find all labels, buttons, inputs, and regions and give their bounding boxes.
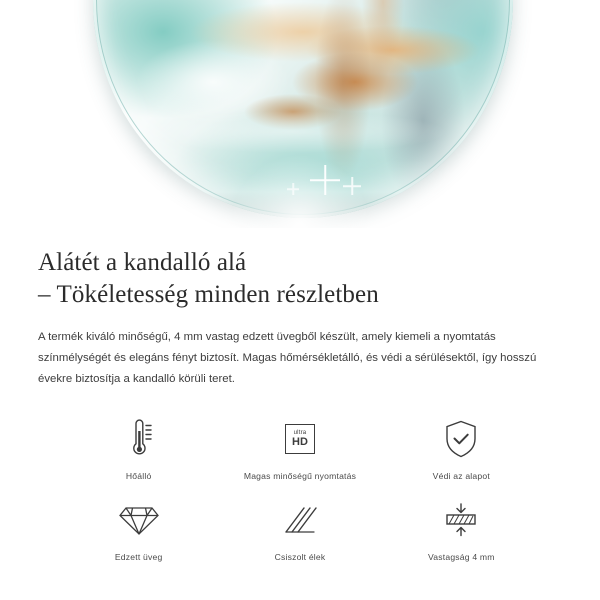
feature-item: [58, 497, 219, 562]
feature-label: Magas minőségű nyomtatás: [243, 471, 357, 482]
feature-item: [381, 497, 542, 562]
feature-item: [219, 416, 380, 481]
round-glass-mat-image: [93, 0, 513, 218]
hero-image: [0, 0, 600, 228]
feature-item: [381, 416, 542, 481]
feature-label: Csiszolt élek: [274, 552, 326, 563]
ultra-text: ultra: [293, 430, 307, 437]
polished-edge-icon: [280, 497, 320, 543]
ultra-hd-badge-icon: [285, 416, 315, 462]
feature-label: Hőálló: [125, 471, 152, 482]
feature-grid: [38, 416, 562, 562]
thermometer-icon: [119, 416, 159, 462]
feature-label: Vastagság 4 mm: [427, 552, 495, 563]
headline-line-2: – Tökéletesség minden részletben: [38, 281, 379, 308]
hd-text: HD: [292, 436, 308, 449]
feature-item: [219, 497, 380, 562]
thickness-arrows-icon: [439, 497, 483, 543]
diamond-icon: [119, 497, 159, 543]
headline-line-1: Alátét a kandalló alá: [38, 249, 247, 276]
body-paragraph: A termék kiváló minőségű, 4 mm vastag edzett üvegből készült, amely kiemeli a nyomtatás színmélységét és elegáns fényt biztosít. Magas hőmérsékletálló, és védi a sérülésektől, így hosszú évekre biztosítja a kandalló körüli teret.: [38, 331, 537, 386]
content-block: [0, 247, 600, 562]
page-title: [38, 247, 562, 311]
feature-label: Védi az alapot: [432, 471, 490, 482]
shield-check-icon: [443, 416, 479, 462]
feature-label: Edzett üveg: [114, 552, 163, 563]
feature-item: [58, 416, 219, 481]
